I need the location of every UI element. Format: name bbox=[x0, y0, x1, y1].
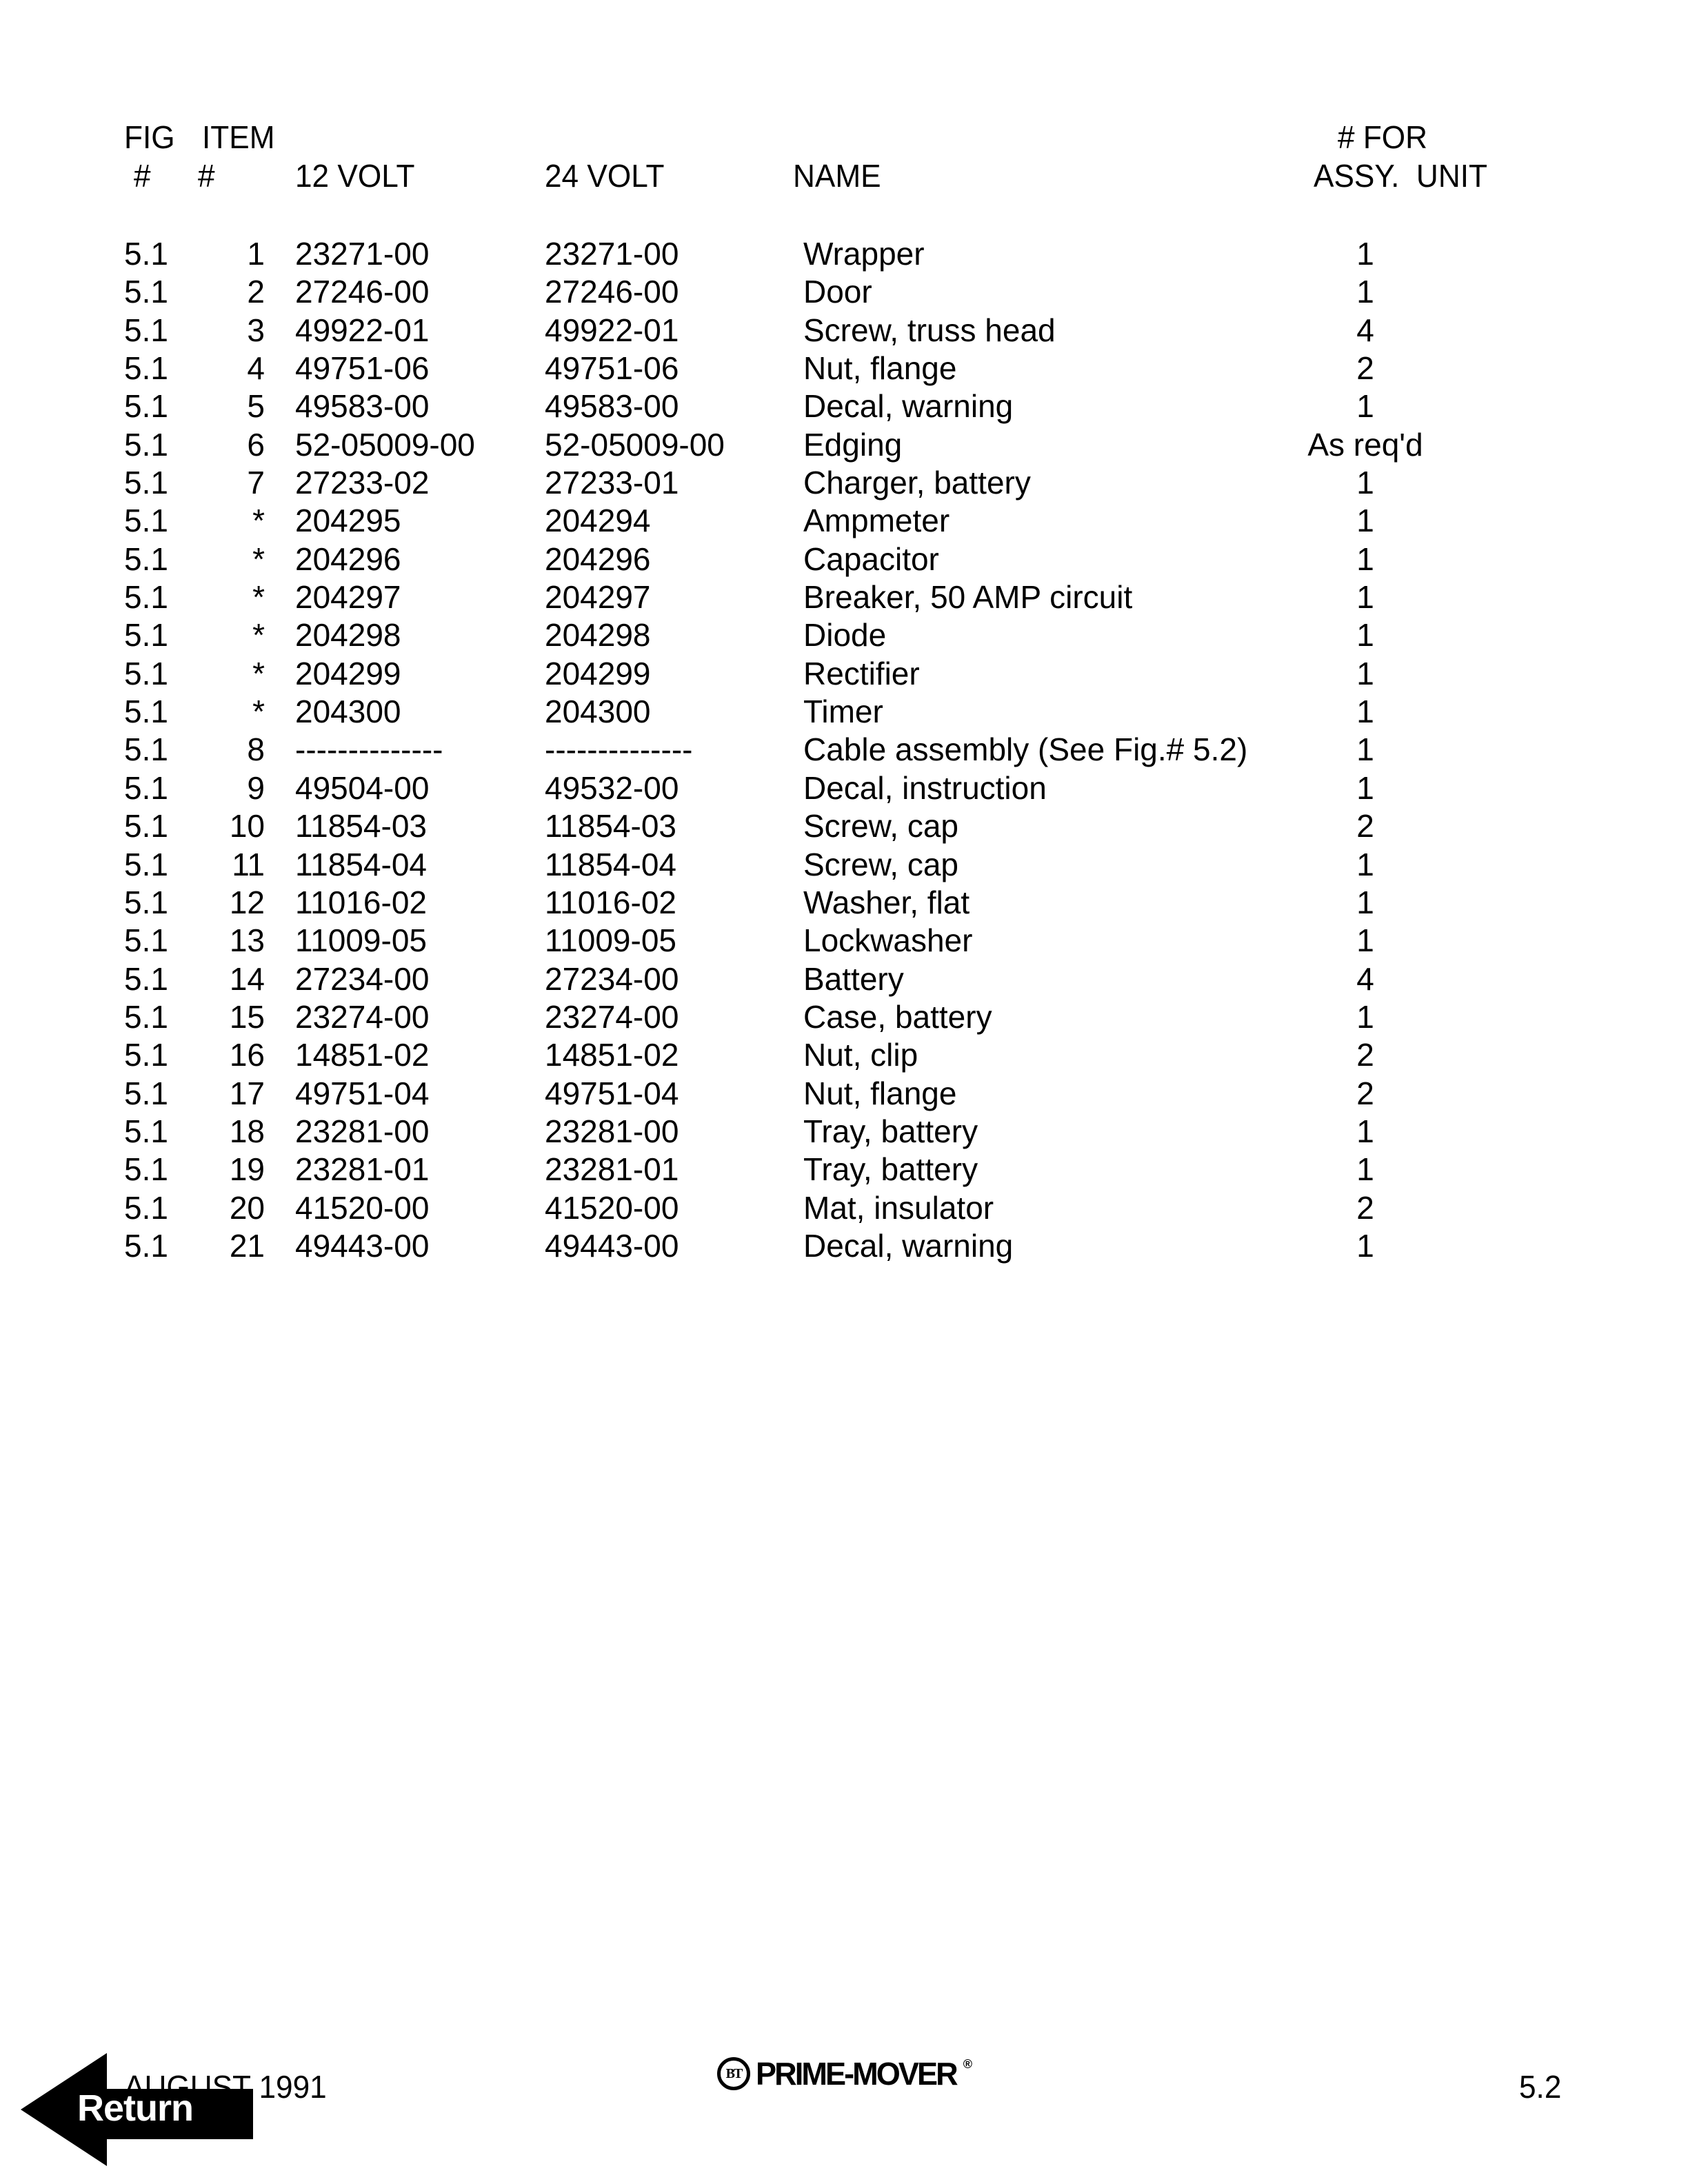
row-part-name: Screw, truss head bbox=[803, 312, 1056, 348]
row-item-number: * bbox=[252, 617, 265, 654]
table-row bbox=[0, 426, 1688, 467]
row-item-number: 2 bbox=[247, 274, 265, 310]
row-fig: 5.1 bbox=[124, 769, 168, 806]
row-part-name: Decal, warning bbox=[803, 1227, 1014, 1264]
row-24-volt-part: 204296 bbox=[545, 540, 651, 577]
table-row bbox=[0, 540, 1688, 581]
row-12-volt-part: 204296 bbox=[295, 540, 401, 577]
row-fig: 5.1 bbox=[124, 426, 168, 463]
row-quantity: 4 bbox=[1356, 312, 1374, 348]
row-12-volt-part: 204299 bbox=[295, 655, 401, 691]
row-12-volt-part: 49751-06 bbox=[295, 350, 430, 387]
header-item-number: # bbox=[198, 158, 215, 194]
row-24-volt-part: 11854-03 bbox=[545, 808, 676, 845]
row-item-number: 19 bbox=[229, 1151, 265, 1188]
row-quantity: 1 bbox=[1356, 617, 1374, 654]
row-fig: 5.1 bbox=[124, 1151, 168, 1188]
row-fig: 5.1 bbox=[124, 960, 168, 997]
row-fig: 5.1 bbox=[124, 1189, 168, 1226]
table-row bbox=[0, 1075, 1688, 1115]
row-12-volt-part: 49922-01 bbox=[295, 312, 430, 348]
row-part-name: Mat, insulator bbox=[803, 1189, 994, 1226]
row-item-number: 18 bbox=[229, 1113, 265, 1149]
row-24-volt-part: 49443-00 bbox=[545, 1227, 679, 1264]
row-quantity: 1 bbox=[1356, 1113, 1374, 1149]
row-item-number: 14 bbox=[229, 960, 265, 997]
row-part-name: Tray, battery bbox=[803, 1113, 978, 1149]
row-item-number: 7 bbox=[247, 465, 265, 501]
row-fig: 5.1 bbox=[124, 465, 168, 501]
row-quantity: 1 bbox=[1356, 465, 1374, 501]
header-assy-unit: ASSY. UNIT bbox=[1314, 158, 1487, 194]
row-part-name: Decal, warning bbox=[803, 388, 1014, 425]
table-row bbox=[0, 390, 1688, 428]
table-row bbox=[0, 696, 1688, 734]
table-row bbox=[0, 769, 1688, 810]
row-part-name: Rectifier bbox=[803, 655, 920, 691]
row-12-volt-part: 23271-00 bbox=[295, 236, 430, 272]
row-part-name: Lockwasher bbox=[803, 922, 973, 959]
row-quantity: 1 bbox=[1356, 579, 1374, 616]
row-item-number: * bbox=[252, 503, 265, 539]
header-fig: FIG bbox=[124, 119, 175, 155]
footer-date: AUGUST 1991 bbox=[124, 2069, 327, 2105]
row-part-name: Timer bbox=[803, 694, 883, 730]
row-fig: 5.1 bbox=[124, 540, 168, 577]
header-24-volt: 24 VOLT bbox=[545, 158, 665, 194]
row-12-volt-part: 14851-02 bbox=[295, 1037, 430, 1073]
row-24-volt-part: 204299 bbox=[545, 655, 651, 691]
row-24-volt-part: 11009-05 bbox=[545, 922, 676, 959]
row-24-volt-part: 11854-04 bbox=[545, 846, 676, 882]
row-item-number: * bbox=[252, 540, 265, 577]
row-24-volt-part: 204298 bbox=[545, 617, 651, 654]
row-quantity: 2 bbox=[1356, 1075, 1374, 1111]
row-item-number: 20 bbox=[229, 1189, 265, 1226]
row-part-name: Nut, clip bbox=[803, 1037, 918, 1073]
row-item-number: 11 bbox=[232, 846, 265, 882]
header-12-volt: 12 VOLT bbox=[295, 158, 415, 194]
row-item-number: 8 bbox=[247, 731, 265, 768]
row-fig: 5.1 bbox=[124, 350, 168, 387]
row-12-volt-part: 11016-02 bbox=[295, 884, 427, 920]
row-item-number: 9 bbox=[247, 769, 265, 806]
row-12-volt-part: 204300 bbox=[295, 694, 401, 730]
row-part-name: Case, battery bbox=[803, 998, 992, 1035]
row-item-number: 3 bbox=[247, 312, 265, 348]
row-24-volt-part: 204297 bbox=[545, 579, 651, 616]
parts-table bbox=[0, 238, 1688, 1268]
row-12-volt-part: 49504-00 bbox=[295, 769, 430, 806]
row-fig: 5.1 bbox=[124, 503, 168, 539]
header-fig-number: # bbox=[134, 158, 151, 194]
row-quantity: 1 bbox=[1356, 769, 1374, 806]
row-quantity: 2 bbox=[1356, 1037, 1374, 1073]
bt-emblem-icon: BT bbox=[717, 2057, 750, 2090]
row-quantity: 1 bbox=[1356, 388, 1374, 425]
row-fig: 5.1 bbox=[124, 617, 168, 654]
row-item-number: 1 bbox=[247, 236, 265, 272]
row-fig: 5.1 bbox=[124, 1037, 168, 1073]
row-12-volt-part: 11009-05 bbox=[295, 922, 427, 959]
row-quantity: 2 bbox=[1356, 350, 1374, 387]
row-item-number: 13 bbox=[229, 922, 265, 959]
row-12-volt-part: 204297 bbox=[295, 579, 401, 616]
row-part-name: Washer, flat bbox=[803, 884, 970, 920]
table-row bbox=[0, 655, 1688, 696]
row-12-volt-part: 204298 bbox=[295, 617, 401, 654]
row-quantity: 2 bbox=[1356, 1189, 1374, 1226]
table-row bbox=[0, 884, 1688, 924]
row-part-name: Breaker, 50 AMP circuit bbox=[803, 579, 1133, 616]
table-row bbox=[0, 352, 1688, 390]
row-item-number: 16 bbox=[229, 1037, 265, 1073]
row-item-number: 21 bbox=[229, 1227, 265, 1264]
table-row bbox=[0, 581, 1688, 619]
row-quantity: 4 bbox=[1356, 960, 1374, 997]
row-item-number: 4 bbox=[247, 350, 265, 387]
table-row bbox=[0, 1115, 1688, 1153]
row-24-volt-part: 23281-01 bbox=[545, 1151, 679, 1188]
row-item-number: 10 bbox=[229, 808, 265, 845]
row-12-volt-part: 11854-04 bbox=[295, 846, 427, 882]
table-row bbox=[0, 238, 1688, 276]
row-quantity: 1 bbox=[1356, 1227, 1374, 1264]
row-part-name: Decal, instruction bbox=[803, 769, 1047, 806]
row-24-volt-part: 23274-00 bbox=[545, 998, 679, 1035]
row-part-name: Door bbox=[803, 274, 872, 310]
row-quantity: 1 bbox=[1356, 236, 1374, 272]
row-item-number: 6 bbox=[247, 426, 265, 463]
row-part-name: Wrapper bbox=[803, 236, 925, 272]
row-item-number: 5 bbox=[247, 388, 265, 425]
row-part-name: Tray, battery bbox=[803, 1151, 978, 1188]
row-fig: 5.1 bbox=[124, 1075, 168, 1111]
row-24-volt-part: 27233-01 bbox=[545, 465, 679, 501]
row-12-volt-part: 23281-00 bbox=[295, 1113, 430, 1149]
page-number: 5.2 bbox=[1519, 2069, 1562, 2105]
header-item: ITEM bbox=[202, 119, 275, 155]
row-12-volt-part: 52-05009-00 bbox=[295, 426, 475, 463]
row-quantity: 1 bbox=[1356, 1151, 1374, 1188]
row-item-number: 12 bbox=[229, 884, 265, 920]
row-quantity: 1 bbox=[1356, 503, 1374, 539]
table-row bbox=[0, 731, 1688, 771]
row-part-name: Diode bbox=[803, 617, 887, 654]
row-12-volt-part: 49443-00 bbox=[295, 1227, 430, 1264]
row-item-number: 15 bbox=[229, 998, 265, 1035]
row-12-volt-part: 11854-03 bbox=[295, 808, 427, 845]
row-fig: 5.1 bbox=[124, 388, 168, 425]
row-quantity: 2 bbox=[1356, 808, 1374, 845]
table-row bbox=[0, 619, 1688, 657]
row-fig: 5.1 bbox=[124, 1227, 168, 1264]
row-quantity: 1 bbox=[1356, 274, 1374, 310]
table-row bbox=[0, 924, 1688, 962]
table-row bbox=[0, 1153, 1688, 1191]
row-12-volt-part: 27233-02 bbox=[295, 465, 430, 501]
row-24-volt-part: 27234-00 bbox=[545, 960, 679, 997]
return-label: Return bbox=[77, 2087, 193, 2129]
row-12-volt-part: 204295 bbox=[295, 503, 401, 539]
row-24-volt-part: 52-05009-00 bbox=[545, 426, 725, 463]
table-row bbox=[0, 467, 1688, 505]
row-quantity: 1 bbox=[1356, 884, 1374, 920]
row-12-volt-part: 41520-00 bbox=[295, 1189, 430, 1226]
row-fig: 5.1 bbox=[124, 731, 168, 768]
table-row bbox=[0, 276, 1688, 314]
header-for: # FOR bbox=[1338, 119, 1428, 155]
row-fig: 5.1 bbox=[124, 236, 168, 272]
row-24-volt-part: 49583-00 bbox=[545, 388, 679, 425]
row-part-name: Cable assembly (See Fig.# 5.2) bbox=[803, 731, 1248, 768]
table-row bbox=[0, 960, 1688, 1001]
row-12-volt-part: 27234-00 bbox=[295, 960, 430, 997]
row-part-name: Nut, flange bbox=[803, 350, 957, 387]
row-part-name: Ampmeter bbox=[803, 503, 950, 539]
row-part-name: Charger, battery bbox=[803, 465, 1031, 501]
row-part-name: Edging bbox=[803, 426, 903, 463]
row-quantity: 1 bbox=[1356, 998, 1374, 1035]
row-24-volt-part: 204294 bbox=[545, 503, 651, 539]
row-part-name: Screw, cap bbox=[803, 846, 958, 882]
registered-mark: ® bbox=[963, 2057, 972, 2071]
row-item-number: * bbox=[252, 694, 265, 730]
row-fig: 5.1 bbox=[124, 274, 168, 310]
table-row bbox=[0, 1227, 1688, 1268]
row-quantity: 1 bbox=[1356, 694, 1374, 730]
row-12-volt-part: 49751-04 bbox=[295, 1075, 430, 1111]
row-fig: 5.1 bbox=[124, 579, 168, 616]
row-fig: 5.1 bbox=[124, 922, 168, 959]
row-fig: 5.1 bbox=[124, 655, 168, 691]
row-24-volt-part: 49751-04 bbox=[545, 1075, 679, 1111]
table-row bbox=[0, 810, 1688, 848]
table-row bbox=[0, 998, 1688, 1039]
row-part-name: Nut, flange bbox=[803, 1075, 957, 1111]
row-12-volt-part: 23274-00 bbox=[295, 998, 430, 1035]
row-part-name: Screw, cap bbox=[803, 808, 958, 845]
row-fig: 5.1 bbox=[124, 846, 168, 882]
table-row bbox=[0, 846, 1688, 887]
header-name: NAME bbox=[793, 158, 881, 194]
row-quantity: 1 bbox=[1356, 655, 1374, 691]
logo-wordmark: PRIME-MOVER bbox=[756, 2056, 956, 2092]
table-row bbox=[0, 314, 1688, 352]
row-24-volt-part: 14851-02 bbox=[545, 1037, 679, 1073]
row-quantity: 1 bbox=[1356, 922, 1374, 959]
row-24-volt-part: 204300 bbox=[545, 694, 651, 730]
row-24-volt-part: 23271-00 bbox=[545, 236, 679, 272]
row-fig: 5.1 bbox=[124, 998, 168, 1035]
table-row bbox=[0, 1039, 1688, 1077]
row-fig: 5.1 bbox=[124, 1113, 168, 1149]
return-button[interactable] bbox=[21, 2053, 255, 2166]
row-24-volt-part: 41520-00 bbox=[545, 1189, 679, 1226]
row-fig: 5.1 bbox=[124, 312, 168, 348]
row-part-name: Capacitor bbox=[803, 540, 939, 577]
row-quantity: 1 bbox=[1356, 540, 1374, 577]
row-quantity: As req'd bbox=[1307, 426, 1423, 463]
row-24-volt-part: 49532-00 bbox=[545, 769, 679, 806]
row-12-volt-part: 23281-01 bbox=[295, 1151, 430, 1188]
row-item-number: * bbox=[252, 655, 265, 691]
row-fig: 5.1 bbox=[124, 808, 168, 845]
row-24-volt-part: -------------- bbox=[545, 731, 693, 768]
row-12-volt-part: 49583-00 bbox=[295, 388, 430, 425]
row-24-volt-part: 49751-06 bbox=[545, 350, 679, 387]
row-fig: 5.1 bbox=[124, 694, 168, 730]
table-row bbox=[0, 505, 1688, 543]
row-item-number: * bbox=[252, 579, 265, 616]
row-12-volt-part: -------------- bbox=[295, 731, 443, 768]
row-24-volt-part: 23281-00 bbox=[545, 1113, 679, 1149]
row-12-volt-part: 27246-00 bbox=[295, 274, 430, 310]
prime-mover-logo bbox=[717, 2056, 972, 2091]
row-fig: 5.1 bbox=[124, 884, 168, 920]
row-24-volt-part: 27246-00 bbox=[545, 274, 679, 310]
row-part-name: Battery bbox=[803, 960, 904, 997]
row-quantity: 1 bbox=[1356, 731, 1374, 768]
row-quantity: 1 bbox=[1356, 846, 1374, 882]
row-item-number: 17 bbox=[229, 1075, 265, 1111]
row-24-volt-part: 49922-01 bbox=[545, 312, 679, 348]
row-24-volt-part: 11016-02 bbox=[545, 884, 676, 920]
table-row bbox=[0, 1189, 1688, 1230]
